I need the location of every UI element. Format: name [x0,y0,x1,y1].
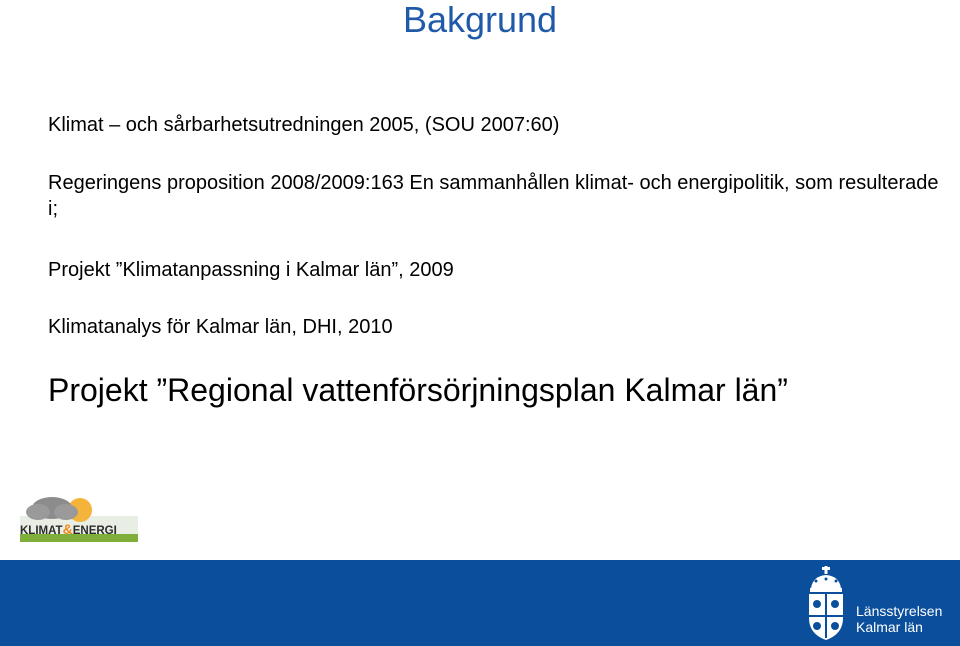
brand-line-2: Kalmar län [856,619,923,635]
slide-title: Bakgrund [402,0,558,40]
paragraph-proposition: Regeringens proposition 2008/2009:163 En sammanhållen klimat- och energipolitik, som resulterade i; [48,172,939,220]
crest-icon [805,566,847,642]
paragraph-klimatanpassning: Projekt ”Klimatanpassning i Kalmar län”, 2009 [48,259,454,281]
cloud-sun-logo-icon [20,490,138,548]
highlight-project: Projekt ”Regional vattenförsörjningsplan Kalmar län” [48,372,788,408]
energi-word: ENERGI [72,525,117,537]
klimat-energi-logo [20,490,138,548]
lansstyrelsen-wordmark [856,603,942,635]
brand-line-1: Länsstyrelsen [856,603,943,619]
klimat-energi-wordmark [20,520,138,538]
klimat-word: KLIMAT [20,525,63,537]
ampersand: & [62,521,73,537]
paragraph-klimatanalys: Klimatanalys för Kalmar län, DHI, 2010 [48,316,393,338]
paragraph-sou: Klimat – och sårbarhetsutredningen 2005, (SOU 2007:60) [48,114,560,136]
